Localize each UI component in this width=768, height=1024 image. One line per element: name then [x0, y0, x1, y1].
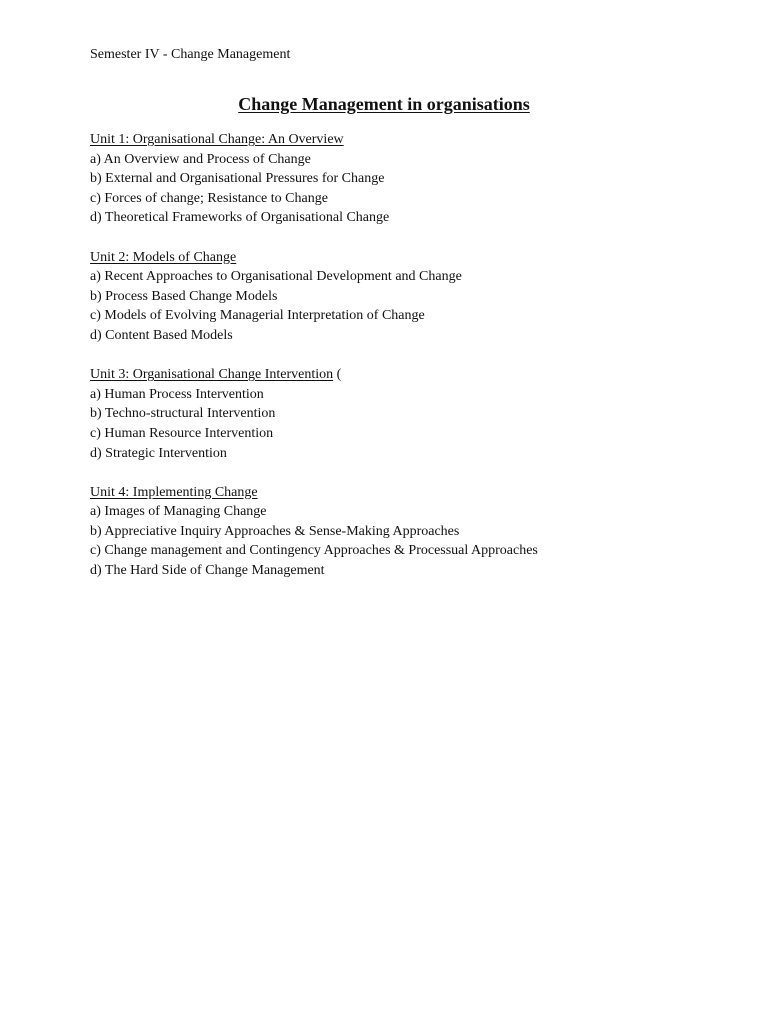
unit-heading: [90, 483, 750, 503]
unit-4: [90, 483, 750, 581]
unit-item: a) Images of Managing Change: [90, 504, 267, 520]
unit-heading-text: Unit 1: Organisational Change: An Overview: [90, 132, 344, 147]
unit-item: c) Models of Evolving Managerial Interpretation of Change: [90, 308, 425, 324]
unit-item: b) Process Based Change Models: [90, 288, 278, 304]
unit-heading-suffix: (: [333, 367, 342, 383]
unit-item: b) Techno-structural Intervention: [90, 406, 276, 422]
unit-item: c) Forces of change; Resistance to Change: [90, 190, 328, 206]
unit-item: d) Theoretical Frameworks of Organisational Change: [90, 210, 390, 226]
unit-item: d) Strategic Intervention: [90, 445, 227, 461]
unit-item: d) The Hard Side of Change Management: [90, 563, 325, 579]
unit-item: b) External and Organisational Pressures for Change: [90, 171, 385, 187]
unit-heading-text: Unit 2: Models of Change: [90, 249, 237, 265]
unit-3: [90, 365, 750, 463]
document-title-text: Change Management in organisations: [238, 94, 530, 114]
unit-2: [90, 248, 750, 346]
unit-heading: [90, 248, 750, 268]
unit-item: a) Human Process Intervention: [90, 386, 264, 402]
unit-1: [90, 130, 750, 228]
unit-item: a) Recent Approaches to Organisational Development and Change: [90, 269, 462, 285]
unit-item: c) Change management and Contingency Approaches & Processual Approaches: [90, 543, 538, 559]
unit-heading: [90, 130, 750, 150]
unit-item: b) Appreciative Inquiry Approaches & Sense-Making Approaches: [90, 523, 460, 539]
unit-heading: [90, 365, 750, 385]
units-list: [90, 130, 750, 600]
unit-item: d) Content Based Models: [90, 327, 233, 343]
unit-heading-text: Unit 4: Implementing Change: [90, 484, 258, 500]
unit-item: a) An Overview and Process of Change: [90, 151, 311, 167]
unit-item: c) Human Resource Intervention: [90, 425, 274, 441]
unit-heading-text: Unit 3: Organisational Change Intervention: [90, 367, 334, 383]
document-title: [0, 93, 768, 115]
page-header: Semester IV - Change Management: [90, 47, 291, 62]
